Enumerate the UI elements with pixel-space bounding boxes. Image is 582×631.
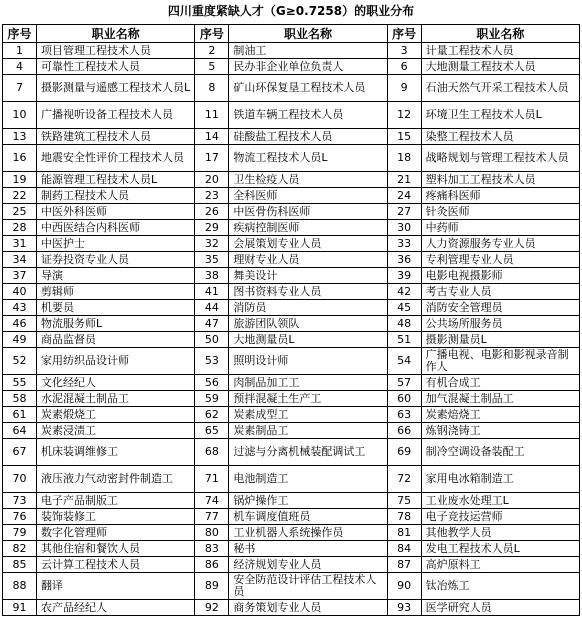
occupation-name-cell: 过滤与分离机械装配调试工	[229, 439, 387, 466]
row-number-cell: 15	[387, 129, 421, 145]
row-number-cell: 28	[3, 220, 37, 236]
occupation-name-cell: 物流服务师L	[37, 316, 195, 332]
occupation-name-cell: 机车调度值班员	[229, 509, 387, 525]
table-row	[3, 332, 580, 348]
row-number-cell: 54	[387, 348, 421, 375]
occupation-name-cell: 机床装调维修工	[37, 439, 195, 466]
occupation-name-cell: 剪辑师	[37, 284, 195, 300]
row-number-cell: 91	[3, 600, 37, 616]
row-number-cell: 88	[3, 573, 37, 600]
row-number-cell: 71	[195, 466, 229, 493]
row-number-cell: 65	[195, 423, 229, 439]
occupation-name-cell: 数字化管理师	[37, 525, 195, 541]
row-number-cell: 60	[387, 391, 421, 407]
occupation-name-cell: 炭素制品工	[229, 423, 387, 439]
occupation-name-cell: 卫生检疫人员	[229, 172, 387, 188]
row-number-cell: 67	[3, 439, 37, 466]
occupation-name-cell: 导演	[37, 268, 195, 284]
occupation-name-cell: 钛冶炼工	[421, 573, 579, 600]
row-number-cell: 29	[195, 220, 229, 236]
row-number-cell: 84	[387, 541, 421, 557]
header-name-1: 职业名称	[37, 25, 195, 43]
row-number-cell: 58	[3, 391, 37, 407]
row-number-cell: 6	[387, 59, 421, 75]
table-row	[3, 509, 580, 525]
row-number-cell: 66	[387, 423, 421, 439]
row-number-cell: 12	[387, 102, 421, 129]
row-number-cell: 85	[3, 557, 37, 573]
occupation-name-cell: 人力资源服务专业人员	[421, 236, 579, 252]
occupation-name-cell: 预拌混凝土生产工	[229, 391, 387, 407]
occupation-name-cell: 肉制品加工工	[229, 375, 387, 391]
row-number-cell: 37	[3, 268, 37, 284]
row-number-cell: 80	[195, 525, 229, 541]
row-number-cell: 25	[3, 204, 37, 220]
row-number-cell: 3	[387, 43, 421, 59]
row-number-cell: 92	[195, 600, 229, 616]
table-row	[3, 466, 580, 493]
row-number-cell: 23	[195, 188, 229, 204]
occupation-name-cell: 炭素浸渍工	[37, 423, 195, 439]
row-number-cell: 13	[3, 129, 37, 145]
row-number-cell: 30	[387, 220, 421, 236]
row-number-cell: 86	[195, 557, 229, 573]
table-row	[3, 236, 580, 252]
row-number-cell: 36	[387, 252, 421, 268]
occupation-name-cell: 翻译	[37, 573, 195, 600]
row-number-cell: 41	[195, 284, 229, 300]
row-number-cell: 55	[3, 375, 37, 391]
row-number-cell: 68	[195, 439, 229, 466]
occupation-name-cell: 大地测量员L	[229, 332, 387, 348]
occupation-name-cell: 石油天然气开采工程技术人员	[421, 75, 579, 102]
occupation-name-cell: 炭素成型工	[229, 407, 387, 423]
row-number-cell: 1	[3, 43, 37, 59]
row-number-cell: 24	[387, 188, 421, 204]
occupation-name-cell: 有机合成工	[421, 375, 579, 391]
occupation-name-cell: 其他住宿和餐饮人员	[37, 541, 195, 557]
row-number-cell: 63	[387, 407, 421, 423]
occupation-name-cell: 广播电视、电影和影视录音制作人	[421, 348, 579, 375]
table-row	[3, 172, 580, 188]
table-row	[3, 525, 580, 541]
occupation-name-cell: 制冷空调设备装配工	[421, 439, 579, 466]
occupation-name-cell: 图书资料专业人员	[229, 284, 387, 300]
row-number-cell: 32	[195, 236, 229, 252]
occupation-name-cell: 中医护士	[37, 236, 195, 252]
table-row	[3, 541, 580, 557]
occupation-name-cell: 民办非企业单位负责人	[229, 59, 387, 75]
row-number-cell: 81	[387, 525, 421, 541]
row-number-cell: 45	[387, 300, 421, 316]
occupation-name-cell: 针灸医师	[421, 204, 579, 220]
table-row	[3, 145, 580, 172]
table-row	[3, 268, 580, 284]
occupation-name-cell: 加气混凝土制品工	[421, 391, 579, 407]
table-row	[3, 43, 580, 59]
occupation-name-cell: 文化经纪人	[37, 375, 195, 391]
occupation-name-cell: 其他教学人员	[421, 525, 579, 541]
row-number-cell: 83	[195, 541, 229, 557]
row-number-cell: 7	[3, 75, 37, 102]
row-number-cell: 69	[387, 439, 421, 466]
occupation-name-cell: 制油工	[229, 43, 387, 59]
occupation-name-cell: 液压液力气动密封件制造工	[37, 466, 195, 493]
occupation-name-cell: 舞美设计	[229, 268, 387, 284]
row-number-cell: 2	[195, 43, 229, 59]
row-number-cell: 16	[3, 145, 37, 172]
occupation-name-cell: 秘书	[229, 541, 387, 557]
occupation-name-cell: 高炉原料工	[421, 557, 579, 573]
occupation-name-cell: 摄影测量与遥感工程技术人员L	[37, 75, 195, 102]
table-row	[3, 348, 580, 375]
occupation-name-cell: 商品监督员	[37, 332, 195, 348]
row-number-cell: 75	[387, 493, 421, 509]
row-number-cell: 90	[387, 573, 421, 600]
header-no-2: 序号	[195, 25, 229, 43]
occupation-name-cell: 环境卫生工程技术人员L	[421, 102, 579, 129]
row-number-cell: 76	[3, 509, 37, 525]
row-number-cell: 93	[387, 600, 421, 616]
row-number-cell: 52	[3, 348, 37, 375]
row-number-cell: 33	[387, 236, 421, 252]
row-number-cell: 22	[3, 188, 37, 204]
table-row	[3, 220, 580, 236]
table-row	[3, 204, 580, 220]
occupation-name-cell: 炭素煅烧工	[37, 407, 195, 423]
occupation-name-cell: 铁路建筑工程技术人员	[37, 129, 195, 145]
occupation-name-cell: 云计算工程技术人员	[37, 557, 195, 573]
occupation-table	[2, 24, 580, 616]
row-number-cell: 5	[195, 59, 229, 75]
occupation-name-cell: 计量工程技术人员	[421, 43, 579, 59]
row-number-cell: 44	[195, 300, 229, 316]
table-row	[3, 391, 580, 407]
occupation-name-cell: 矿山环保复垦工程技术人员	[229, 75, 387, 102]
occupation-name-cell: 电子竞技运营师	[421, 509, 579, 525]
occupation-name-cell: 家用电冰箱制造工	[421, 466, 579, 493]
row-number-cell: 78	[387, 509, 421, 525]
occupation-name-cell: 专利管理专业人员	[421, 252, 579, 268]
row-number-cell: 8	[195, 75, 229, 102]
row-number-cell: 19	[3, 172, 37, 188]
occupation-name-cell: 消防员	[229, 300, 387, 316]
occupation-name-cell: 中药师	[421, 220, 579, 236]
table-body	[3, 43, 580, 616]
row-number-cell: 50	[195, 332, 229, 348]
table-row	[3, 439, 580, 466]
table-title: 四川重度紧缺人才（G≥0.7258）的职业分布	[167, 4, 415, 18]
occupation-name-cell: 电池制造工	[229, 466, 387, 493]
table-row	[3, 129, 580, 145]
occupation-name-cell: 项目管理工程技术人员	[37, 43, 195, 59]
row-number-cell: 79	[3, 525, 37, 541]
header-no-1: 序号	[3, 25, 37, 43]
occupation-name-cell: 广播视听设备工程技术人员	[37, 102, 195, 129]
occupation-name-cell: 能源管理工程技术人员L	[37, 172, 195, 188]
row-number-cell: 38	[195, 268, 229, 284]
row-number-cell: 40	[3, 284, 37, 300]
occupation-name-cell: 铁道车辆工程技术人员	[229, 102, 387, 129]
occupation-name-cell: 中西医结合内科医师	[37, 220, 195, 236]
occupation-name-cell: 装饰装修工	[37, 509, 195, 525]
occupation-name-cell: 工业废水处理工L	[421, 493, 579, 509]
table-row	[3, 600, 580, 616]
table-row	[3, 493, 580, 509]
occupation-name-cell: 地震安全性评价工程技术人员	[37, 145, 195, 172]
occupation-name-cell: 物流工程技术人员L	[229, 145, 387, 172]
occupation-name-cell: 电影电视摄影师	[421, 268, 579, 284]
row-number-cell: 39	[387, 268, 421, 284]
occupation-name-cell: 照明设计师	[229, 348, 387, 375]
occupation-name-cell: 旅游团队领队	[229, 316, 387, 332]
row-number-cell: 62	[195, 407, 229, 423]
table-row	[3, 407, 580, 423]
row-number-cell: 9	[387, 75, 421, 102]
occupation-name-cell: 农产品经纪人	[37, 600, 195, 616]
row-number-cell: 48	[387, 316, 421, 332]
row-number-cell: 14	[195, 129, 229, 145]
table-row	[3, 557, 580, 573]
row-number-cell: 89	[195, 573, 229, 600]
occupation-name-cell: 证券投资专业人员	[37, 252, 195, 268]
occupation-name-cell: 染整工程技术人员	[421, 129, 579, 145]
row-number-cell: 70	[3, 466, 37, 493]
row-number-cell: 87	[387, 557, 421, 573]
occupation-name-cell: 战略规划与管理工程技术人员	[421, 145, 579, 172]
occupation-name-cell: 工业机器人系统操作员	[229, 525, 387, 541]
table-row	[3, 423, 580, 439]
occupation-name-cell: 炼钢浇铸工	[421, 423, 579, 439]
occupation-name-cell: 会展策划专业人员	[229, 236, 387, 252]
table-row	[3, 252, 580, 268]
occupation-name-cell: 电子产品制版工	[37, 493, 195, 509]
occupation-name-cell: 制药工程技术人员	[37, 188, 195, 204]
occupation-name-cell: 大地测量工程技术人员	[421, 59, 579, 75]
occupation-name-cell: 炭素焙烧工	[421, 407, 579, 423]
row-number-cell: 74	[195, 493, 229, 509]
row-number-cell: 51	[387, 332, 421, 348]
occupation-name-cell: 硅酸盐工程技术人员	[229, 129, 387, 145]
row-number-cell: 18	[387, 145, 421, 172]
row-number-cell: 47	[195, 316, 229, 332]
occupation-name-cell: 疼痛科医师	[421, 188, 579, 204]
table-row	[3, 375, 580, 391]
table-row	[3, 102, 580, 129]
occupation-name-cell: 经济规划专业人员	[229, 557, 387, 573]
header-name-2: 职业名称	[229, 25, 387, 43]
occupation-name-cell: 医学研究人员	[421, 600, 579, 616]
row-number-cell: 61	[3, 407, 37, 423]
row-number-cell: 11	[195, 102, 229, 129]
table-row	[3, 573, 580, 600]
row-number-cell: 10	[3, 102, 37, 129]
row-number-cell: 21	[387, 172, 421, 188]
table-row	[3, 188, 580, 204]
row-number-cell: 56	[195, 375, 229, 391]
occupation-name-cell: 理财专业人员	[229, 252, 387, 268]
table-row	[3, 59, 580, 75]
row-number-cell: 73	[3, 493, 37, 509]
occupation-name-cell: 中医骨伤科医师	[229, 204, 387, 220]
row-number-cell: 59	[195, 391, 229, 407]
row-number-cell: 42	[387, 284, 421, 300]
row-number-cell: 34	[3, 252, 37, 268]
table-row	[3, 284, 580, 300]
header-row	[3, 25, 580, 43]
occupation-name-cell: 发电工程技术人员L	[421, 541, 579, 557]
header-name-3: 职业名称	[421, 25, 579, 43]
occupation-name-cell: 安全防范设计评估工程技术人员	[229, 573, 387, 600]
row-number-cell: 72	[387, 466, 421, 493]
occupation-name-cell: 全科医师	[229, 188, 387, 204]
row-number-cell: 31	[3, 236, 37, 252]
table-row	[3, 300, 580, 316]
occupation-name-cell: 机要员	[37, 300, 195, 316]
row-number-cell: 26	[195, 204, 229, 220]
row-number-cell: 4	[3, 59, 37, 75]
occupation-name-cell: 水泥混凝土制品工	[37, 391, 195, 407]
row-number-cell: 82	[3, 541, 37, 557]
row-number-cell: 57	[387, 375, 421, 391]
occupation-name-cell: 疾病控制医师	[229, 220, 387, 236]
row-number-cell: 53	[195, 348, 229, 375]
occupation-name-cell: 商务策划专业人员	[229, 600, 387, 616]
occupation-name-cell: 考古专业人员	[421, 284, 579, 300]
occupation-name-cell: 家用纺织品设计师	[37, 348, 195, 375]
occupation-name-cell: 消防安全管理员	[421, 300, 579, 316]
row-number-cell: 43	[3, 300, 37, 316]
occupation-name-cell: 可靠性工程技术人员	[37, 59, 195, 75]
row-number-cell: 77	[195, 509, 229, 525]
row-number-cell: 49	[3, 332, 37, 348]
row-number-cell: 20	[195, 172, 229, 188]
occupation-name-cell: 摄影测量员L	[421, 332, 579, 348]
row-number-cell: 46	[3, 316, 37, 332]
header-no-3: 序号	[387, 25, 421, 43]
occupation-name-cell: 锅炉操作工	[229, 493, 387, 509]
row-number-cell: 27	[387, 204, 421, 220]
occupation-name-cell: 塑料加工工程技术人员	[421, 172, 579, 188]
row-number-cell: 64	[3, 423, 37, 439]
table-row	[3, 316, 580, 332]
occupation-name-cell: 中医外科医师	[37, 204, 195, 220]
row-number-cell: 35	[195, 252, 229, 268]
occupation-name-cell: 公共场所服务员	[421, 316, 579, 332]
row-number-cell: 17	[195, 145, 229, 172]
table-row	[3, 75, 580, 102]
